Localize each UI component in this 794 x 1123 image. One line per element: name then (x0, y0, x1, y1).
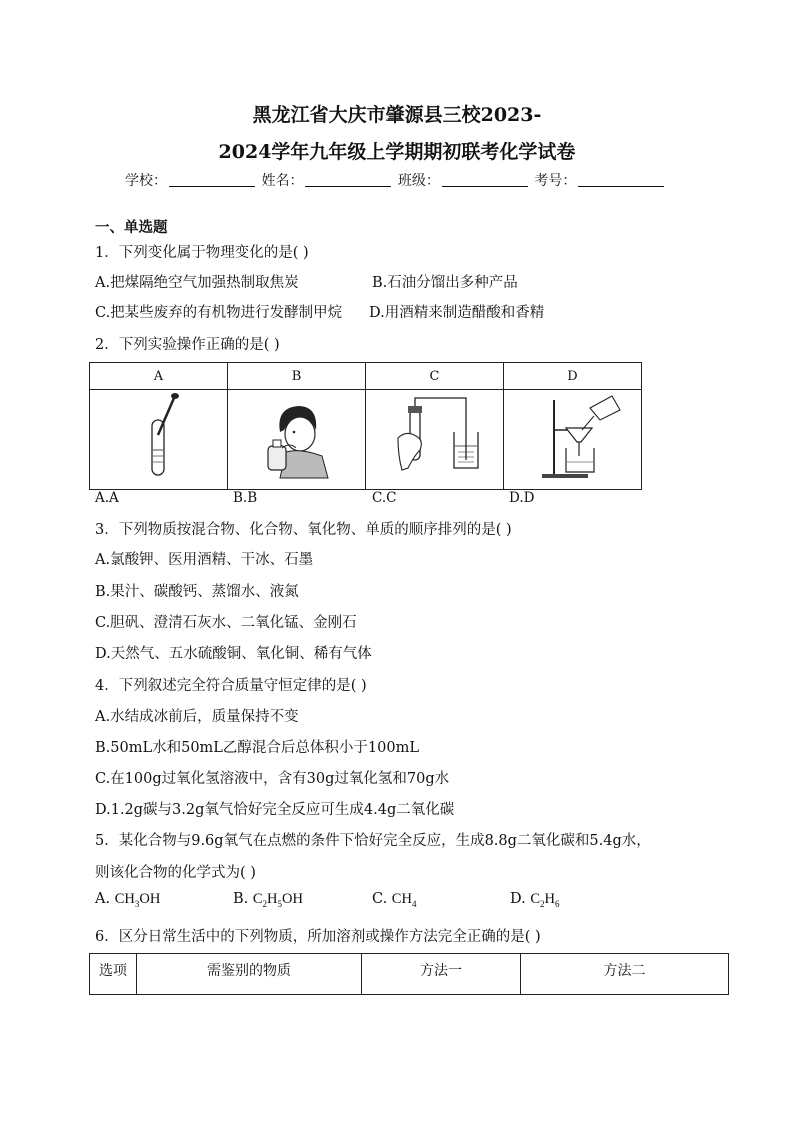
q5-option-b (233, 891, 303, 909)
title-line-1: 黑龙江省大庆市肇源县三校2023- (252, 104, 542, 126)
q4-stem: 4．下列叙述完全符合质量守恒定律的是( ) (95, 678, 367, 694)
q2-option-b: B.B (233, 490, 258, 506)
q5-option-d (510, 891, 559, 909)
section-heading: 一、单选题 (95, 219, 168, 236)
q5-option-a (95, 891, 160, 909)
q4-option-a: A.水结成冰前后，质量保持不变 (95, 709, 299, 725)
q5-a-formula: $CH_3OH$ (114, 891, 161, 909)
header-d: D (504, 363, 642, 390)
class-label: 班级： (397, 173, 440, 189)
header-method-two: 方法二 (521, 954, 729, 995)
q5-b-formula: $C_2H_5OH$ (252, 891, 303, 909)
q2-option-c: C.C (372, 490, 397, 506)
image-c-gas-tightness-check (366, 390, 504, 490)
header-method-one: 方法一 (362, 954, 521, 995)
q5-a-label: A. (95, 891, 111, 907)
apparatus-table (89, 362, 642, 490)
q4-option-d: D.1.2g碳与3.2g氧气恰好完全反应可生成4.4g二氧化碳 (95, 802, 455, 818)
image-d-filtration (504, 390, 642, 490)
q1-option-a: A.把煤隔绝空气加强热制取焦炭 (95, 275, 299, 291)
header-substances: 需鉴别的物质 (137, 954, 362, 995)
q3-option-b: B.果汁、碳酸钙、蒸馏水、液氮 (95, 584, 299, 600)
q5-stem-line-1: 5．某化合物与9.6g氧气在点燃的条件下恰好完全反应，生成8.8g二氧化碳和5.4g水， (95, 833, 651, 849)
q1-option-d: D.用酒精来制造醋酸和香精 (369, 305, 545, 321)
header-b: B (228, 363, 366, 390)
school-label: 学校： (125, 173, 167, 189)
school-blank (169, 172, 255, 187)
q3-stem: 3．下列物质按混合物、化合物、氧化物、单质的顺序排列的是( ) (95, 522, 512, 538)
title-line-2: 2024学年九年级上学期期初联考化学试卷 (218, 141, 576, 163)
class-blank (442, 172, 528, 187)
method-table (89, 953, 729, 995)
q2-option-d: D.D (509, 490, 535, 506)
q5-b-label: B. (233, 891, 249, 907)
student-info-row (125, 170, 666, 190)
q4-option-b: B.50mL水和50mL乙醇混合后总体积小于100mL (95, 740, 419, 756)
q6-stem: 6．区分日常生活中的下列物质，所加溶剂或操作方法完全正确的是( ) (95, 929, 541, 945)
header-c: C (366, 363, 504, 390)
q3-option-a: A.氯酸钾、医用酒精、干冰、石墨 (95, 552, 314, 568)
image-a-test-tube-dropper (90, 390, 228, 490)
q1-option-c: C.把某些废弃的有机物进行发酵制甲烷 (95, 305, 343, 321)
q2-stem: 2．下列实验操作正确的是( ) (95, 337, 280, 353)
header-option: 选项 (90, 954, 137, 995)
q5-option-c (372, 891, 416, 909)
q1-stem: 1．下列变化属于物理变化的是( ) (95, 245, 309, 261)
q5-d-label: D. (510, 891, 526, 907)
exam-no-label: 考号： (534, 173, 577, 189)
q5-c-formula: $CH_4$ (391, 891, 417, 909)
q1-option-b: B.石油分馏出多种产品 (372, 275, 518, 291)
name-blank (305, 172, 391, 187)
exam-no-blank (578, 172, 664, 187)
name-label: 姓名： (261, 173, 304, 189)
q5-stem-line-2: 则该化合物的化学式为( ) (95, 865, 256, 881)
q4-option-c: C.在100g过氧化氢溶液中，含有30g过氧化氢和70g水 (95, 771, 450, 787)
image-b-boy-smelling (228, 390, 366, 490)
q5-d-formula: $C_2H_6$ (530, 891, 560, 909)
q3-option-c: C.胆矾、澄清石灰水、二氧化锰、金刚石 (95, 615, 357, 631)
q5-c-label: C. (372, 891, 388, 907)
q3-option-d: D.天然气、五水硫酸铜、氧化铜、稀有气体 (95, 646, 372, 662)
header-a: A (90, 363, 228, 390)
q2-option-a: A.A (95, 490, 119, 506)
